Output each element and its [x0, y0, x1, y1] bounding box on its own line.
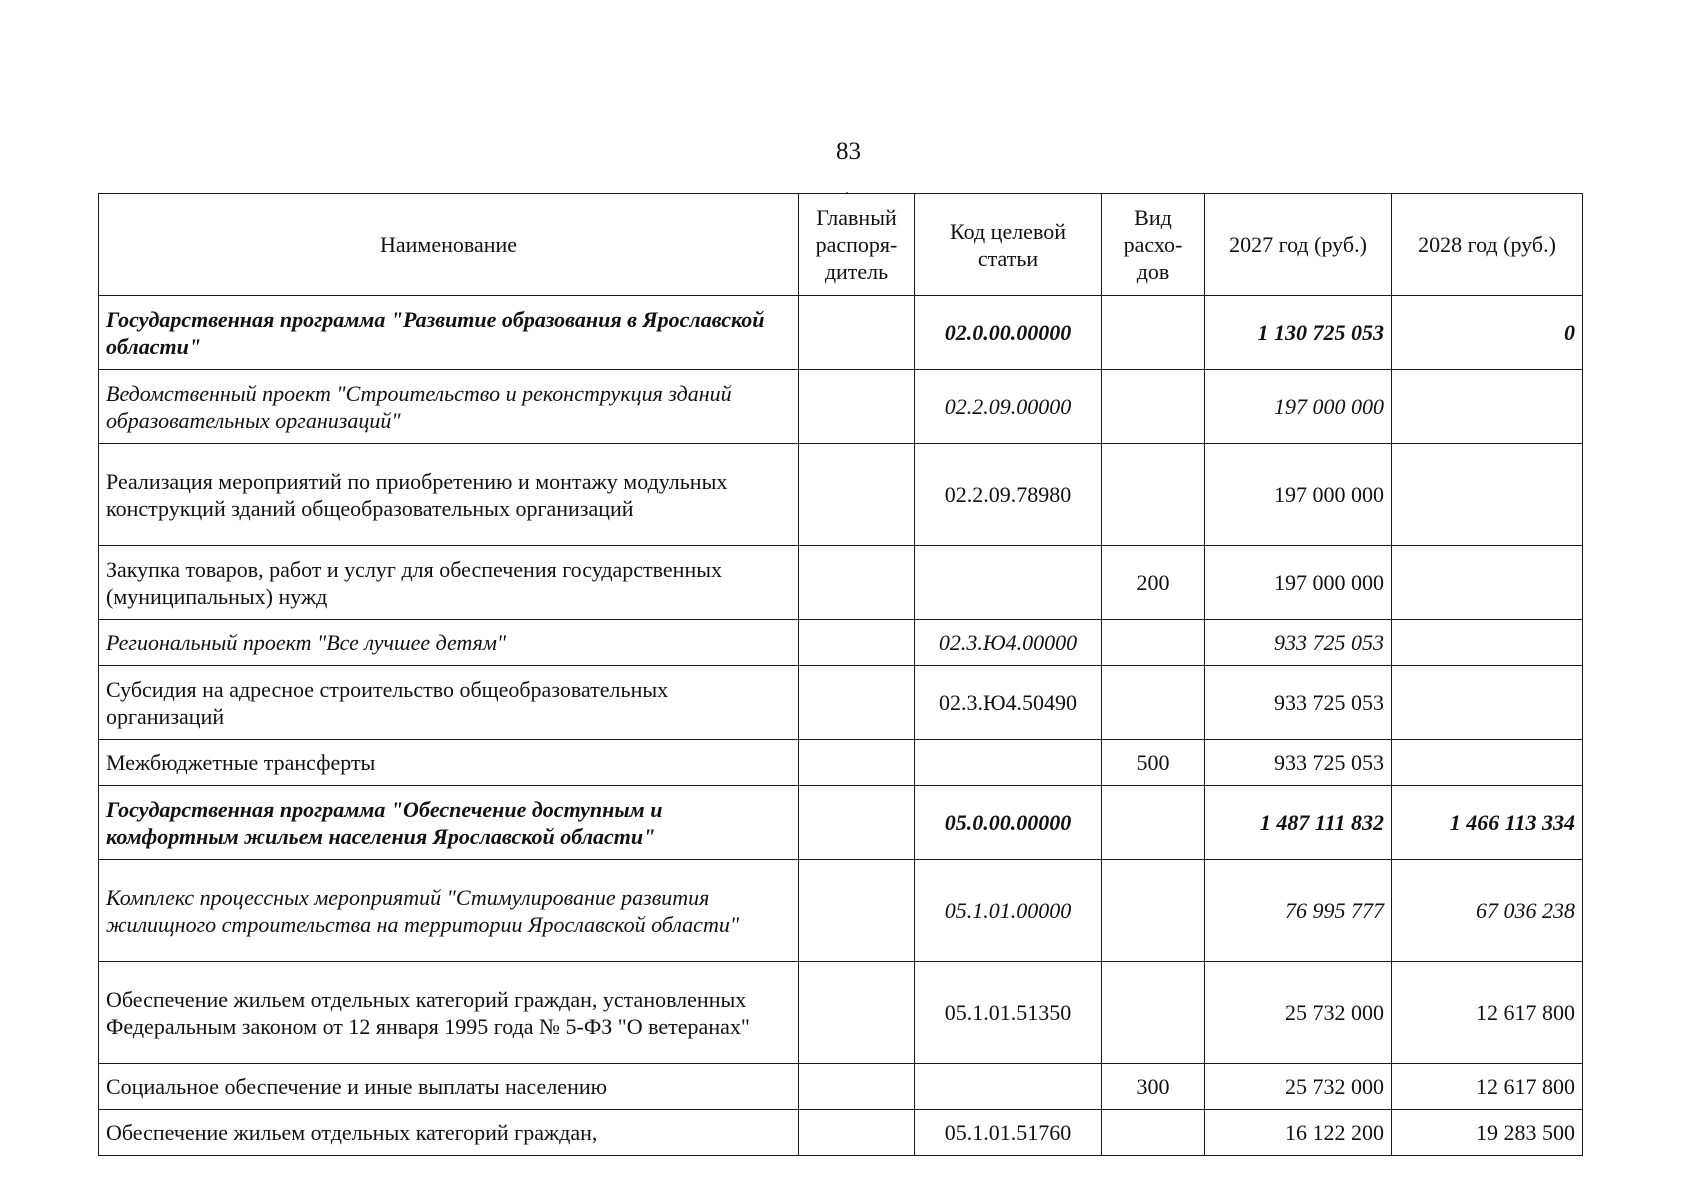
cell-2028: 67 036 238 — [1392, 860, 1583, 962]
header-code: Код целевой статьи — [915, 194, 1102, 296]
cell-name: Ведомственный проект "Строительство и реконструкция зданий образовательных организаций" — [99, 370, 799, 444]
header-manager: Главный распоря-дитель — [799, 194, 915, 296]
cell-2027: 1 487 111 832 — [1205, 786, 1392, 860]
cell-name: Обеспечение жильем отдельных категорий граждан, установленных Федеральным законом от 12 января 1995 года № 5-ФЗ "О ветеранах" — [99, 962, 799, 1064]
table-row — [99, 620, 1583, 666]
cell-2028 — [1392, 620, 1583, 666]
cell-name: Субсидия на адресное строительство общеобразовательных организаций — [99, 666, 799, 740]
cell-manager — [799, 740, 915, 786]
cell-code: 05.0.00.00000 — [915, 786, 1102, 860]
cell-manager — [799, 860, 915, 962]
cell-name: Обеспечение жильем отдельных категорий граждан, — [99, 1110, 799, 1156]
cell-manager — [799, 1110, 915, 1156]
cell-name: Реализация мероприятий по приобретению и монтажу модульных конструкций зданий общеобразовательных организаций — [99, 444, 799, 546]
cell-2027: 933 725 053 — [1205, 620, 1392, 666]
cell-2027: 25 732 000 — [1205, 962, 1392, 1064]
cell-code: 02.3.Ю4.00000 — [915, 620, 1102, 666]
cell-2028: 1 466 113 334 — [1392, 786, 1583, 860]
cell-type — [1102, 962, 1205, 1064]
cell-manager — [799, 444, 915, 546]
table-row — [99, 444, 1583, 546]
cell-code: 05.1.01.51350 — [915, 962, 1102, 1064]
cell-2028 — [1392, 666, 1583, 740]
cell-2027: 933 725 053 — [1205, 666, 1392, 740]
cell-name: Комплекс процессных мероприятий "Стимулирование развития жилищного строительства на территории Ярославской области" — [99, 860, 799, 962]
cell-2027: 76 995 777 — [1205, 860, 1392, 962]
cell-type — [1102, 370, 1205, 444]
cell-manager — [799, 666, 915, 740]
cell-code: 02.3.Ю4.50490 — [915, 666, 1102, 740]
table-row — [99, 370, 1583, 444]
table-body — [99, 296, 1583, 1156]
header-name: Наименование — [99, 194, 799, 296]
cell-manager — [799, 620, 915, 666]
cell-manager — [799, 786, 915, 860]
cell-type — [1102, 296, 1205, 370]
table-row — [99, 296, 1583, 370]
cell-type — [1102, 1110, 1205, 1156]
cell-2027: 1 130 725 053 — [1205, 296, 1392, 370]
cell-type — [1102, 860, 1205, 962]
cell-type — [1102, 620, 1205, 666]
cell-code — [915, 546, 1102, 620]
cell-code: 05.1.01.00000 — [915, 860, 1102, 962]
header-row — [99, 194, 1583, 296]
cell-name: Закупка товаров, работ и услуг для обеспечения государственных (муниципальных) нужд — [99, 546, 799, 620]
budget-table — [98, 193, 1583, 1156]
cell-2027: 25 732 000 — [1205, 1064, 1392, 1110]
table-row — [99, 786, 1583, 860]
cell-code: 02.2.09.78980 — [915, 444, 1102, 546]
cell-manager — [799, 546, 915, 620]
cell-manager — [799, 296, 915, 370]
cell-2028 — [1392, 444, 1583, 546]
table-row — [99, 666, 1583, 740]
cell-2028: 0 — [1392, 296, 1583, 370]
table-row — [99, 546, 1583, 620]
cell-2028: 12 617 800 — [1392, 962, 1583, 1064]
cell-code — [915, 740, 1102, 786]
cell-manager — [799, 962, 915, 1064]
cell-type — [1102, 666, 1205, 740]
cell-2028 — [1392, 546, 1583, 620]
cell-type: 300 — [1102, 1064, 1205, 1110]
cell-2027: 933 725 053 — [1205, 740, 1392, 786]
cell-code: 02.2.09.00000 — [915, 370, 1102, 444]
table-row — [99, 1064, 1583, 1110]
cell-2027: 197 000 000 — [1205, 370, 1392, 444]
cell-2027: 16 122 200 — [1205, 1110, 1392, 1156]
table-row — [99, 740, 1583, 786]
table-row — [99, 962, 1583, 1064]
header-type: Вид расхо-дов — [1102, 194, 1205, 296]
cell-code: 02.0.00.00000 — [915, 296, 1102, 370]
cell-manager — [799, 1064, 915, 1110]
cell-name: Социальное обеспечение и иные выплаты населению — [99, 1064, 799, 1110]
cell-2027: 197 000 000 — [1205, 444, 1392, 546]
cell-name: Государственная программа "Обеспечение доступным и комфортным жильем населения Ярославской области" — [99, 786, 799, 860]
table-row — [99, 1110, 1583, 1156]
cell-2028: 12 617 800 — [1392, 1064, 1583, 1110]
cell-type: 200 — [1102, 546, 1205, 620]
table-row — [99, 860, 1583, 962]
cell-2027: 197 000 000 — [1205, 546, 1392, 620]
cell-type — [1102, 444, 1205, 546]
cell-name: Государственная программа "Развитие образования в Ярославской области" — [99, 296, 799, 370]
page-number: 83 — [836, 138, 861, 165]
cell-name: Региональный проект "Все лучшее детям" — [99, 620, 799, 666]
cell-type — [1102, 786, 1205, 860]
cell-2028: 19 283 500 — [1392, 1110, 1583, 1156]
cell-name: Межбюджетные трансферты — [99, 740, 799, 786]
cell-2028 — [1392, 740, 1583, 786]
cell-code: 05.1.01.51760 — [915, 1110, 1102, 1156]
cell-code — [915, 1064, 1102, 1110]
header-2027: 2027 год (руб.) — [1205, 194, 1392, 296]
header-2028: 2028 год (руб.) — [1392, 194, 1583, 296]
cell-manager — [799, 370, 915, 444]
cell-type: 500 — [1102, 740, 1205, 786]
cell-2028 — [1392, 370, 1583, 444]
